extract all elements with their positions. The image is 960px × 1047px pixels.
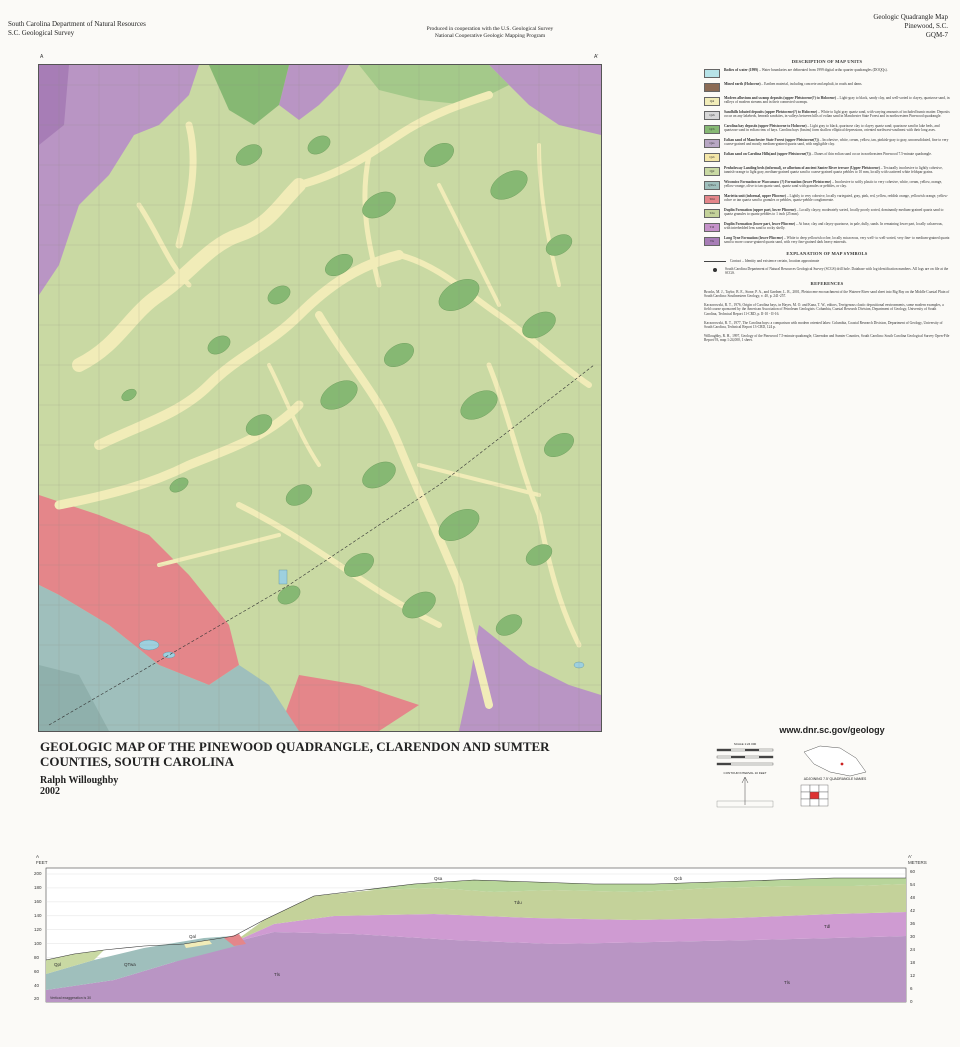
unit-description [724,138,950,148]
feet-tick-label: 80 [34,954,40,960]
section-unit-qpl: Qpl [54,962,62,967]
quadrangle-name: Pinewood, S.C. [904,22,948,30]
agency-name: South Carolina Department of Natural Resources [8,20,146,28]
feet-tick-label: 180 [34,884,42,890]
adjoining-grid [800,784,830,808]
legend-unit [704,82,950,92]
legend-unit [704,138,950,148]
unit-description [724,180,950,190]
unit-name: Duplin Formation (upper part, lower Pliocene) [724,207,796,212]
unit-swatch: Qsb [704,153,720,162]
symbol-contact-text: Contact – Identity and existence certain, location approximate [730,259,820,264]
unit-name: Marietta unit (informal, upper Pliocene) [724,193,786,198]
map-label-a-prime: A' [594,54,599,60]
unit-description [724,96,950,106]
unit-swatch: Tdl [704,223,720,232]
adjoining-grid-graphic [800,784,830,808]
series-number: GQM-7 [925,31,948,39]
contour-text: CONTOUR INTERVAL 10 FEET [723,771,767,775]
section-unit-tls: Tls [274,972,280,977]
section-unit-tls-2: Tls [784,980,790,985]
feet-tick-label: 100 [34,940,42,946]
unit-desc: – Earthen material, including concrete and asphalt, in roads and dams. [760,81,863,86]
unit-swatch: Qal [704,97,720,106]
north-arrow-and-table [715,775,775,809]
feet-tick-label: 160 [34,898,42,904]
section-meters-label: METERS [908,860,927,865]
meter-tick-label: 24 [910,947,916,952]
geologic-map-graphic [39,65,601,731]
unit-description [724,152,932,162]
symbol-contact [704,259,950,264]
unit-description [724,82,862,92]
symbols-heading: EXPLANATION OF MAP SYMBOLS [786,250,868,256]
geologic-map[interactable] [38,64,602,732]
meter-tick-label: 18 [910,960,916,965]
program-line: National Cooperative Geologic Mapping Program [434,33,546,39]
symbol-drill-hole [704,267,950,276]
legend [704,58,950,347]
feet-tick-label: 200 [34,871,42,876]
references-heading: REFERENCES [810,280,844,286]
cross-section [34,862,918,1004]
symbol-drill-hole-text: South Carolina Department of Natural Resources Geological Survey (SCGS) drill hole. Database with log identification numbers. All logs are on file at the SCGS. [725,266,949,276]
section-unit-qtwa: QTwa [124,962,136,967]
unit-name: Mined earth (Holocene) [724,81,761,86]
legend-unit [704,110,950,120]
scale-text: SCALE 1:24 000 [733,742,757,746]
section-label-a-prime: A' [908,854,912,859]
unit-name: Bodies of water (1999) [724,67,759,72]
series-block [873,13,948,40]
unit-name: Eolian sand on Carolina Hills(and (upper Pleistocene(?)) [724,151,811,156]
unit-description [724,124,950,134]
unit-desc: – White to deep yellowish ochre, locally micaceous, very well- to well-sorted, very fine- to medium-grained quartz sand to more coarse-grained quartz sand, with very fine-grained dark heavy minerals. [724,235,950,245]
unit-swatch [704,83,720,92]
scale-block [712,742,778,812]
unit-name: Wicomico Formation or Waccamaw (?) Formation (lower Pleistocene) [724,179,832,184]
author: Ralph Willoughby [40,775,119,786]
meter-tick-label: 36 [910,921,916,926]
cooperation-block [390,26,590,40]
unit-description [724,68,888,78]
meter-tick-label: 60 [910,869,916,874]
legend-unit [704,208,950,218]
unit-desc: – Water boundaries are delineated from 1999 digital ortho quarter quadrangles (DOQQs). [758,67,888,72]
section-feet-label: FEET [36,860,48,865]
unit-swatch [704,69,720,78]
unit-description [724,166,950,176]
meter-tick-label: 12 [910,973,916,978]
section-unit-qal: Qal [189,934,197,939]
series-title: Geologic Quadrangle Map [873,13,948,21]
vertical-exaggeration: Vertical exaggeration is 30 [50,996,92,1000]
unit-desc: – Dunes of thin eolian sand occur in northeastern Pinewood 7.5-minute quadrangle. [810,151,932,156]
legend-unit [704,180,950,190]
unit-description [724,208,950,218]
map-title-line2: COUNTIES, SOUTH CAROLINA [40,754,234,769]
unit-name: Long Tyne Formation (lower Pliocene) [724,235,784,240]
legend-unit [704,236,950,246]
unit-desc: – At base, clay and clayey quartzose, in pale, dully, sands. In remaining lower part, locally calcareous, with interbedded lens sand to rocky shelly. [724,221,943,231]
legend-unit [704,96,950,106]
legend-unit [704,124,950,134]
legend-unit [704,152,950,162]
meter-tick-label: 0 [910,999,913,1004]
legend-unit [704,68,950,78]
unit-description [724,110,950,120]
unit-description [724,194,950,204]
unit-desc: – White to light gray quartz sand, with varying amounts of included humic matter. Deposits occur on any lakebeds, beneath sandsites, in valleys between hills of eolian sand in Manchester State Forest and in northwestern Pinewood quadrangle. [724,109,950,119]
unit-name: Eolian sand of Manchester State Forest (upper Pleistocene(?)) [724,137,819,142]
survey-name: S.C. Geological Survey [8,29,75,37]
south-carolina-outline [800,742,870,778]
drill-hole-icon [713,268,717,272]
unit-name: Duplin Formation (lower part, lower Pliocene) [724,221,796,226]
feet-tick-label: 20 [34,996,40,1002]
unit-swatch: Qcb [704,125,720,134]
legend-unit [704,194,950,204]
year: 2002 [40,786,60,797]
meter-tick-label: 42 [910,908,916,913]
unit-swatch: Tls [704,237,720,246]
map-title-line1: GEOLOGIC MAP OF THE PINEWOOD QUADRANGLE, CLARENDON AND SUMTER [40,739,550,754]
website-link[interactable]: www.dnr.sc.gov/geology [779,725,885,735]
unit-desc: – Locally clayey, moderately sorted, locally poorly sorted, dominantly medium-grained quartz sand to quartz granules to quartz pebbles to 1 inch (25 mm). [724,207,944,217]
unit-desc: – Texturally incohesive to lightly cohesive, tannish-orange to light gray, medium-grained quartz sand to coarse-grained quartz pebbles to 10 mm, locally with scattered white feldspar grains. [724,165,943,175]
adjoining-heading: ADJOINING 7.5' QUADRANGLE NAMES [803,777,867,781]
state-index-map [800,742,870,778]
meter-tick-label: 54 [910,882,916,887]
contact-line-icon [704,261,726,262]
section-unit-qsa: Qsa [434,876,443,881]
unit-name: Carolina bay deposits (upper Pleistocene to Holocene) [724,123,807,128]
reference-item: Kaczorowski, R. T., 1976, Origin of Carolina bays, in Hayes, M. O. and Kana, T. W., editors, Terrigenous clastic depositional environments, some modern examples, a field course sponsored by the American Association of Petroleum Geologists: Columbia, Coastal Research Division, Department of Geology, University of South Carolina, Technical Report 11-CRD, p. II-10 - II-16. [704,302,944,316]
unit-desc: – Light gray to black, quartzose clay to clayey quartz sand; quartzose sand in lake beds, and quartzose sand in eolian rims of bays. Carolina bays (basins) form shallow elliptical depressions, oriented northwest-southeast with their long axes. [724,123,940,133]
agency-block [8,20,146,38]
meter-tick-label: 6 [910,986,913,991]
feet-tick-label: 120 [34,926,42,932]
meter-tick-label: 30 [910,934,916,939]
meter-tick-label: 48 [910,895,916,900]
unit-name: Modern alluvium and swamp deposits (upper Pleistocene(?) to Holocene) [724,95,836,100]
unit-swatch: Qsa [704,139,720,148]
unit-name: Penholoway Landing beds (informal), or alluvium of ancient Santee River terrace (Upper Pleistocene) [724,165,880,170]
section-label-a: A [36,854,40,859]
unit-swatch: QTwa [704,181,720,190]
references-list [704,290,950,343]
scale-bar [715,746,775,770]
unit-swatch: Tmi [704,195,720,204]
unit-desc: – Lightly to very cohesive, locally variegated, gray, pink, red, yellow, reddish orange, yellowish orange, yellow-ochre or tan quartz sand to granules or pebbles, quartz-pebble conglomerate. [724,193,949,203]
unit-swatch: Qsh [704,111,720,120]
unit-desc: – Incohesive to softly plastic to very cohesive, white, cream, yellow, orange, yellow-orange, olive to tan quartz sand, quartz sand with granules or pebbles, or clay. [724,179,943,189]
unit-desc: – Incohesive, white, cream, yellow, tan, pinkish-gray to gray, unconsolidated, fine to very coarse-grained and mostly medium-grained quartz sand, with negligible clay. [724,137,949,147]
feet-tick-label: 140 [34,912,42,918]
feet-tick-label: 60 [34,968,40,974]
section-unit-tdu: Tdu [514,900,522,905]
reference-item: Willoughby, R. H., 1997, Geology of the Pinewood 7.5-minute quadrangle, Clarendon and Sumter Counties, South Carolina: South Carolina Geological Survey Open-File Report 93, map 1:24,000, 1 sheet. [704,333,950,343]
title-block [40,739,640,797]
unit-swatch: Qpl [704,167,720,176]
reference-item: Kaczorowski, R. T., 1977, The Carolina bays: a comparison with modern oriented lakes: Columbia, Coastal Research Division, Department of Geology, University of South Carolina, Technical Report 13-CRD, 124 p. [704,320,943,330]
unit-list [704,68,950,246]
unit-name: Sandhills lobated deposits (upper Pleistocene(?) to Holocene) [724,109,818,114]
map-label-a: A [40,54,44,60]
cooperation-line: Produced in cooperation with the U.S. Geological Survey [426,26,554,32]
feet-tick-label: 40 [34,982,40,988]
legend-unit [704,166,950,176]
unit-swatch: Tdu [704,209,720,218]
unit-description [724,236,950,246]
section-unit-qcb: Qcb [674,876,683,881]
section-unit-tdl: Tdl [824,924,831,929]
legend-unit [704,222,950,232]
unit-description [724,222,950,232]
reference-item: Brooks, M. J., Taylor, B. E., Stone, P. A., and Gardner, L. R., 2001, Pleistocene encroachment of the Wateree River sand sheet into Big Bay on the Middle Coastal Plain of South Carolina: Southeastern Geology, v. 40, p. 241-257. [704,289,950,299]
legend-heading: DESCRIPTION OF MAP UNITS [791,59,863,64]
unit-desc: – Light-gray to black, sandy clay, and well-sorted to clayey, quartzose sand, in valleys of modern streams and in their connected swamps. [724,95,950,105]
